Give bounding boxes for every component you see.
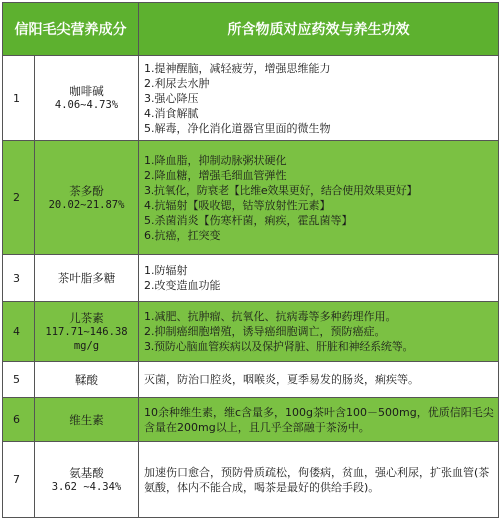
row-number: 2 — [3, 141, 35, 255]
effect-line: 2.降血糖，增强毛细血管弹性 — [144, 168, 287, 182]
row-number: 1 — [3, 56, 35, 141]
effect-line: 1.防辐射 — [144, 264, 188, 277]
effect-text: 加速伤口愈合，预防骨质疏松，佝偻病，贫血，强心利尿，扩张血管(茶氨酸，体内不能合成，喝茶是最好的供给手段)。 — [144, 465, 490, 494]
component-name: 鞣酸 — [75, 372, 98, 387]
effect-line: 5.杀菌消炎【伤寒杆菌，痢疾，霍乱菌等】 — [144, 213, 353, 227]
effect-cell — [139, 302, 499, 362]
component-cell — [35, 442, 139, 518]
effect-line: 3.抗氧化，防衰老【比维e效果更好，结合使用效果更好】 — [144, 183, 418, 197]
effect-line: 1.提神醒脑，减轻疲劳，增强思维能力 — [144, 61, 331, 75]
effect-line: 4.消食解腻 — [144, 106, 199, 120]
nutrition-table-container — [2, 2, 498, 520]
row-number: 5 — [3, 362, 35, 398]
nutrition-table — [2, 2, 499, 518]
component-cell — [35, 362, 139, 398]
component-name: 咖啡碱 — [69, 84, 104, 98]
table-row — [3, 442, 499, 518]
effect-cell — [139, 398, 499, 442]
effect-cell — [139, 255, 499, 302]
table-row — [3, 255, 499, 302]
effect-line: 5.解毒，净化消化道器官里面的微生物 — [144, 121, 331, 135]
component-cell — [35, 398, 139, 442]
table-header-row — [3, 3, 499, 56]
effect-text: 灭菌，防治口腔炎，咽喉炎，夏季易发的肠炎，痢疾等。 — [144, 373, 419, 386]
header-effect: 所含物质对应药效与养生功效 — [139, 3, 499, 56]
component-name: 儿茶素 — [69, 310, 104, 325]
component-name: 茶叶脂多糖 — [57, 271, 116, 285]
effect-line: 2.抑制癌细胞增殖，诱导癌细胞调亡，预防癌症。 — [144, 325, 386, 338]
table-row — [3, 56, 499, 141]
effect-line: 2.改变造血功能 — [144, 279, 221, 292]
row-number: 7 — [3, 442, 35, 518]
effect-line: 6.抗癌，扛突变 — [144, 228, 221, 242]
effect-line: 4.抗辐射【吸收锶，钴等放射性元素】 — [144, 198, 331, 212]
table-row — [3, 141, 499, 255]
row-number: 3 — [3, 255, 35, 302]
component-cell — [35, 255, 139, 302]
row-number: 4 — [3, 302, 35, 362]
table-row — [3, 398, 499, 442]
component-name: 茶多酚 — [69, 183, 104, 198]
effect-cell — [139, 362, 499, 398]
table-row — [3, 302, 499, 362]
component-cell — [35, 56, 139, 141]
effect-cell — [139, 442, 499, 518]
effect-line: 2.利尿去水肿 — [144, 76, 210, 90]
component-amount: 20.02~21.87% — [48, 198, 125, 211]
component-name: 氨基酸 — [69, 465, 104, 480]
header-component: 信阳毛尖营养成分 — [3, 3, 139, 56]
effect-line: 1.降血脂，抑制动脉粥状硬化 — [144, 153, 287, 167]
effect-text: 10余种维生素，维c含量多，100g茶叶含100－500mg，优质信阳毛尖含量在200mg以上，且几乎全部融于茶汤中。 — [144, 405, 494, 434]
component-amount: 117.71~146.38 — [45, 325, 128, 338]
component-amount-unit: mg/g — [73, 339, 100, 352]
component-amount: 4.06~4.73% — [54, 99, 119, 111]
effect-line: 3.强心降压 — [144, 91, 199, 105]
effect-line: 3.预防心脑血管疾病以及保护肾脏、肝脏和神经系统等。 — [144, 340, 414, 353]
effect-cell — [139, 141, 499, 255]
component-name: 维生素 — [69, 412, 104, 427]
effect-line: 1.减肥、抗肿瘤、抗氧化、抗病毒等多种药理作用。 — [144, 310, 397, 323]
component-cell — [35, 141, 139, 255]
row-number: 6 — [3, 398, 35, 442]
effect-cell — [139, 56, 499, 141]
component-amount: 3.62 ~4.34% — [51, 480, 122, 493]
component-cell — [35, 302, 139, 362]
table-row — [3, 362, 499, 398]
